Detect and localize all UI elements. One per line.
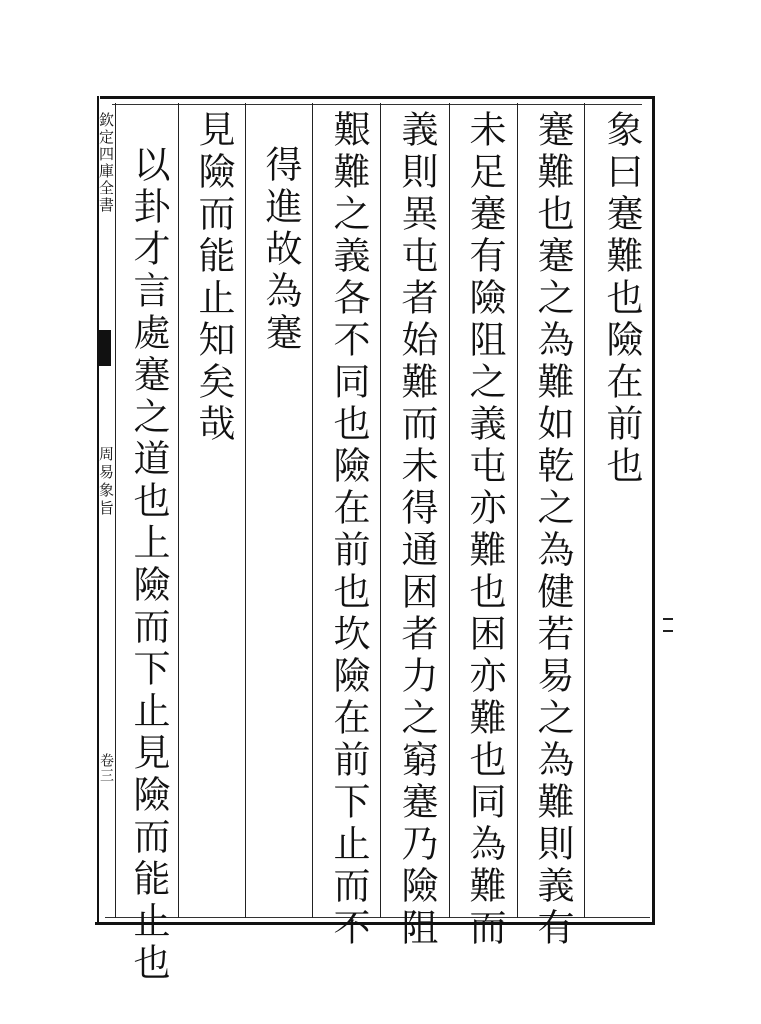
column-rule: [178, 103, 179, 918]
text-column-3: 未足蹇有險阻之義屯亦難也困亦難也同為難而: [463, 110, 506, 950]
column-rule: [584, 103, 585, 918]
text-column-7: 見險而能止知矣哉: [192, 110, 235, 446]
text-column-6: 得進故為蹇: [259, 145, 302, 355]
right-border: [652, 96, 655, 924]
text-column-5: 艱難之義各不同也險在前也坎險在前下止而不: [327, 110, 370, 950]
right-margin-mark: [660, 612, 676, 652]
column-rule: [312, 103, 313, 918]
text-column-8: 以卦才言處蹇之道也上險而下止見險而能止也: [127, 145, 170, 985]
top-border: [100, 96, 655, 99]
column-rule: [449, 103, 450, 918]
column-rule: [115, 103, 116, 918]
text-column-1: 象曰蹇難也險在前也: [600, 110, 643, 488]
fishtail-mark: [97, 330, 111, 366]
column-rule: [245, 103, 246, 918]
column-rule: [380, 103, 381, 918]
text-column-2: 蹇難也蹇之為難如乾之為健若易之為難則義有: [531, 110, 574, 950]
text-column-4: 義則異屯者始難而未得通困者力之窮蹇乃險阻: [395, 110, 438, 950]
top-inner-border: [112, 104, 642, 105]
column-rule: [517, 103, 518, 918]
margin-page-number: 卷三: [98, 753, 114, 783]
margin-book-title: 周易象旨: [97, 446, 115, 518]
margin-collection-title: 欽定四庫全書: [97, 112, 115, 214]
